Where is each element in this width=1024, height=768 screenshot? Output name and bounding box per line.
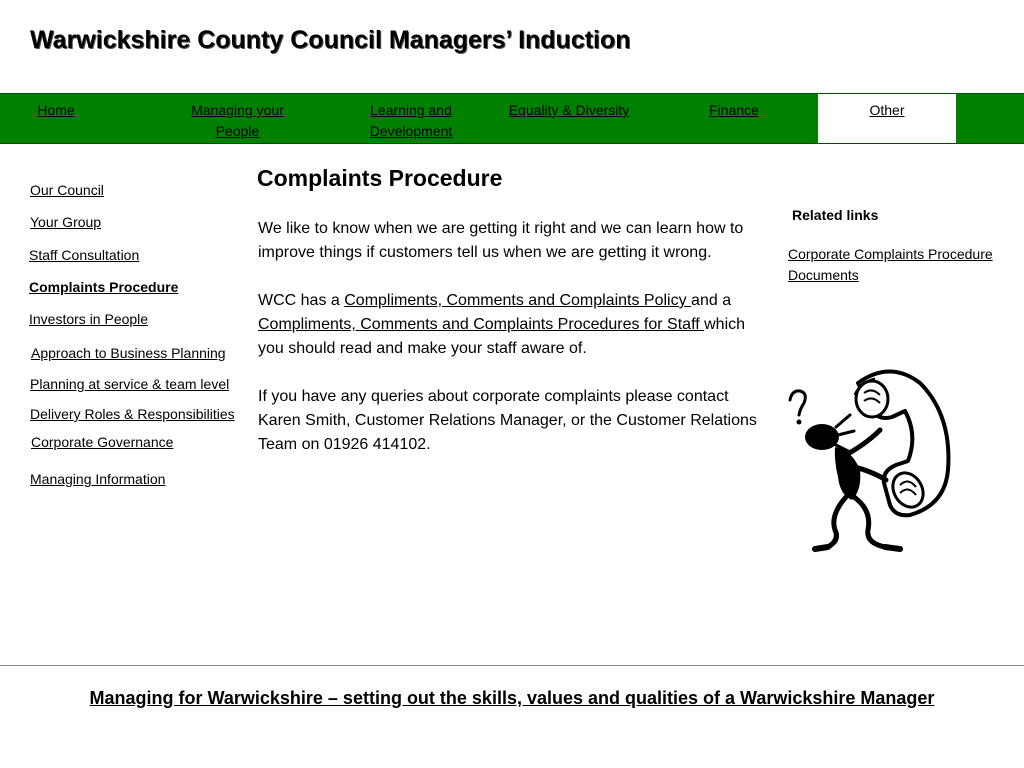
nav-link-learning-and-development[interactable] [370, 102, 453, 139]
sidebar-item-approach-to-business-planning[interactable]: Approach to Business Planning [31, 345, 226, 361]
complaints-procedures-link[interactable]: Compliments, Comments and Complaints Procedures for Staff [258, 316, 705, 333]
policy-text-3: which you should read and make your staff aware of. [258, 316, 746, 357]
sidebar-item-managing-information[interactable]: Managing Information [30, 471, 166, 487]
nav-item-learning-and-development[interactable] [345, 94, 477, 143]
page-heading: Complaints Procedure [257, 165, 503, 191]
sidebar-item-your-group[interactable]: Your Group [30, 214, 102, 230]
related-link-complaints-documents[interactable]: Corporate Complaints Procedure Documents [788, 246, 993, 283]
site-title: Warwickshire County Council Managers’ Induction [30, 26, 631, 54]
nav-item-managing-your-people[interactable] [170, 94, 305, 143]
nav-item-finance[interactable] [680, 94, 788, 143]
nav-link-line2: Development [369, 123, 453, 139]
main-content [258, 217, 763, 481]
nav-link-line1: Managing your [191, 102, 284, 118]
sidebar-item-delivery-roles[interactable]: Delivery Roles & Responsibilities [30, 406, 235, 422]
nav-link-line2: People [215, 123, 260, 139]
nav-item-home[interactable] [0, 94, 112, 143]
main-navigation [0, 93, 1024, 144]
sidebar-item-investors-in-people[interactable]: Investors in People [29, 311, 149, 327]
sidebar-item-planning-at-service-team-level[interactable]: Planning at service & team level [30, 376, 230, 392]
complaints-policy-link[interactable]: Compliments, Comments and Complaints Policy [344, 292, 692, 309]
sidebar-item-staff-consultation[interactable]: Staff Consultation [29, 247, 140, 263]
footer-tagline: Managing for Warwickshire – setting out the skills, values and qualities of a Warwickshire Manager [89, 688, 935, 708]
contact-paragraph: If you have any queries about corporate complaints please contact Karen Smith, Customer Relations Manager, or the Customer Relations Team on 01926 414102. [258, 388, 757, 453]
intro-paragraph: We like to know when we are getting it right and we can learn how to improve things if customers tell us when we are getting it wrong. [258, 220, 744, 261]
confused-person-phone-clipart [780, 365, 955, 565]
nav-link-managing-your-people[interactable] [191, 102, 284, 139]
sidebar-item-complaints-procedure[interactable]: Complaints Procedure [29, 279, 179, 295]
nav-link-line1: Learning and [370, 102, 452, 118]
sidebar-item-our-council[interactable]: Our Council [30, 182, 104, 198]
nav-link-equality-diversity[interactable]: Equality & Diversity [508, 102, 630, 118]
nav-item-other[interactable] [818, 94, 956, 143]
related-links-title: Related links [792, 207, 879, 223]
footer-divider [0, 665, 1024, 666]
policy-text-1: WCC has a [258, 292, 345, 309]
policy-text-2: and a [691, 292, 732, 309]
nav-link-home[interactable]: Home [37, 102, 75, 118]
policy-paragraph [258, 289, 763, 361]
nav-link-other[interactable]: Other [869, 102, 905, 118]
nav-link-finance[interactable]: Finance [709, 102, 759, 118]
nav-item-equality-diversity[interactable] [494, 94, 644, 143]
sidebar-item-corporate-governance[interactable]: Corporate Governance [31, 434, 174, 450]
